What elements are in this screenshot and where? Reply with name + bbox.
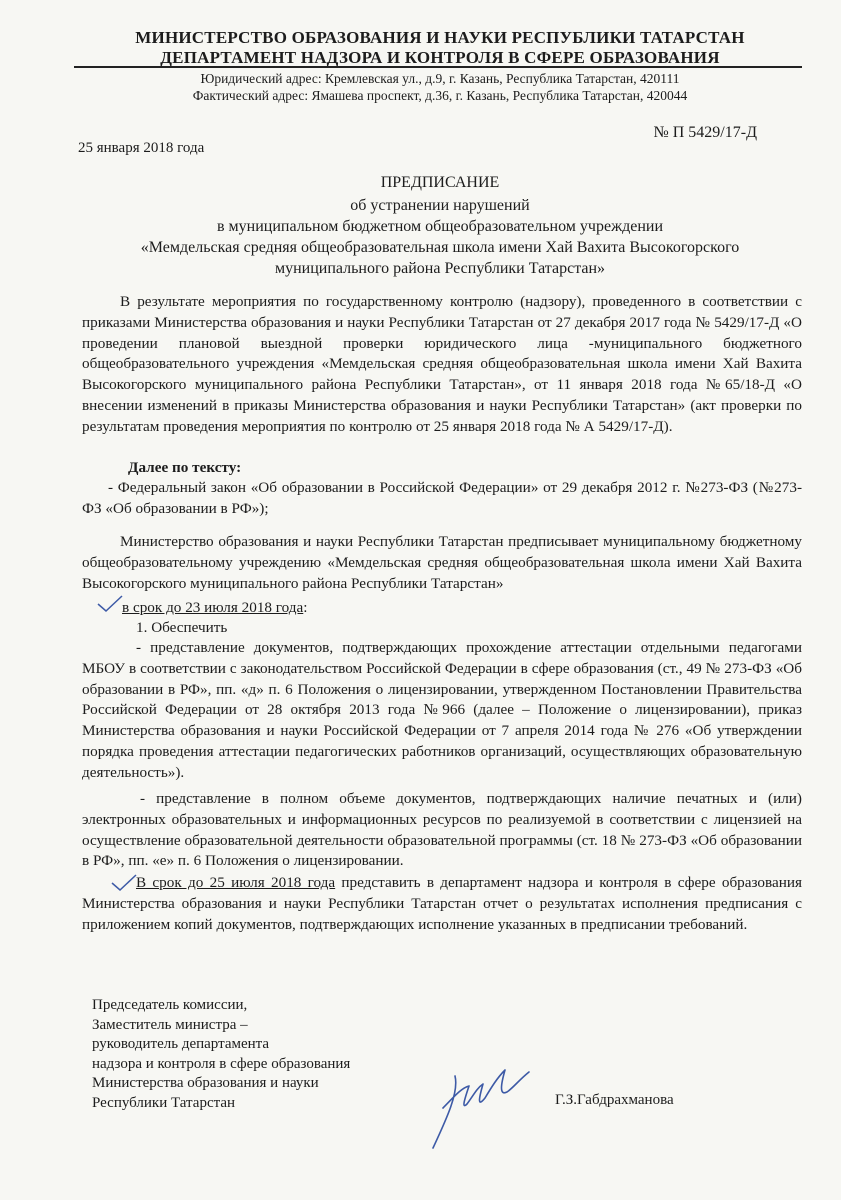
report-paragraph <box>82 873 802 935</box>
check-mark-icon <box>96 594 124 614</box>
signatory-line-3: руководитель департамента <box>92 1036 270 1052</box>
check-mark-icon <box>110 873 138 893</box>
actual-address: Фактический адрес: Ямашева проспект, д.36, г. Казань, Республика Татарстан, 420044 <box>192 88 688 103</box>
deadline-2-text: В срок до 25 июля 2018 года <box>136 874 336 891</box>
signatory-line-5: Министерства образования и науки <box>92 1075 319 1091</box>
further-heading: Далее по тексту: <box>128 459 242 476</box>
signatory-block <box>92 996 350 1113</box>
deadline-1 <box>122 598 308 618</box>
subtitle-line-4: муниципального района Республики Татарстан» <box>274 260 606 277</box>
legal-address: Юридический адрес: Кремлевская ул., д.9, г. Казань, Республика Татарстан, 420111 <box>200 71 680 86</box>
department-line: ДЕПАРТАМЕНТ НАДЗОРА И КОНТРОЛЯ В СФЕРЕ ОБРАЗОВАНИЯ <box>160 48 720 67</box>
signatory-line-2: Заместитель министра – <box>92 1016 248 1033</box>
item-1-a: - представление документов, подтверждающих прохождение аттестации отдельными педагогами МБОУ в соответствии с законодательством Российской Федерации в сфере образования (ст., 49 № 273-ФЗ «Об образовании в РФ», пп. «д» п. 6 Положения о лицензировании, утвержденном Постановлении Правительства Российской Федерации от 28 октября 2013 года №966 (далее – Положение о лицензировании), приказ Министерства образования и науки Российской Федерации от 7 апреля 2014 года № 276 «Об утверждении порядка проведения аттестации педагогических работников организаций, осуществляющих образовательную деятельность»). <box>82 639 802 781</box>
signatory-name: Г.З.Габдрахманова <box>555 1092 674 1108</box>
handwritten-signature <box>425 1058 535 1154</box>
report-text: представить в департамент надзора и контроля в сфере образования Министерства образования и науки Республики Татарстан отчет о результатах исполнения предписания с приложением копий документов, подтверждающих исполнение указанных в предписании требований. <box>82 874 802 933</box>
deadline-1-text: в срок до 23 июля 2018 года <box>122 599 304 616</box>
signatory-line-6: Республики Татарстан <box>92 1094 236 1111</box>
header-divider <box>74 66 802 68</box>
item-1-heading: 1. Обеспечить <box>136 619 228 636</box>
document-title: ПРЕДПИСАНИЕ <box>380 174 500 191</box>
intro-paragraph: В результате мероприятия по государственному контролю (надзору), проведенного в соответствии с приказами Министерства образования и науки Республики Татарстан от 27 декабря 2017 года № 5429/17-Д «О проведении плановой выездной проверки юридического лица -муниципального бюджетного общеобразовательного учреждения «Мемдельская средняя общеобразовательная школа имени Хай Вахита Высокогорского муниципального района Республики Татарстан», от 11 января 2018 года №65/18-Д «О внесении изменений в приказы Министерства образования и науки Республики Татарстан» (акт проверки по результатам проведения мероприятия по контролю от 25 января 2018 года № А 5429/17-Д). <box>82 293 802 435</box>
signatory-line-1: Председатель комиссии, <box>92 997 248 1013</box>
document-date: 25 января 2018 года <box>78 140 205 156</box>
document-number: № П 5429/17-Д <box>653 124 757 141</box>
title-subtitle <box>80 195 800 279</box>
signatory-line-4: надзора и контроля в сфере образования <box>92 1055 351 1072</box>
order-paragraph: Министерство образования и науки Республики Татарстан предписывает муниципальному бюджетному общеобразовательному учреждению «Мемдельская средняя общеобразовательная школа имени Хай Вахита Высокогорского муниципального района Республики Татарстан» <box>82 533 802 592</box>
deadline-1-colon: : <box>303 599 308 616</box>
further-law: - Федеральный закон «Об образовании в Российской Федерации» от 29 декабря 2012 г. №273-ФЗ (№273-ФЗ «Об образовании в РФ»); <box>82 479 802 517</box>
subtitle-line-2: в муниципальном бюджетном общеобразовательном учреждении <box>216 218 664 235</box>
ministry-line: МИНИСТЕРСТВО ОБРАЗОВАНИЯ И НАУКИ РЕСПУБЛИКИ ТАТАРСТАН <box>135 28 745 47</box>
ministry-name <box>70 28 810 68</box>
subtitle-line-3: «Мемдельская средняя общеобразовательная школа имени Хай Вахита Высокогорского <box>140 239 740 256</box>
subtitle-line-1: об устранении нарушений <box>350 197 530 214</box>
item-1-b: - представление в полном объеме документов, подтверждающих наличие печатных и (или) электронных образовательных и информационных ресурсов по реализуемой в соответствии с лицензией на осуществление образовательной деятельности образовательной программы (ст. 18 № 273-ФЗ «Об образовании в РФ», пп. «е» п. 6 Положения о лицензировании. <box>82 790 802 870</box>
